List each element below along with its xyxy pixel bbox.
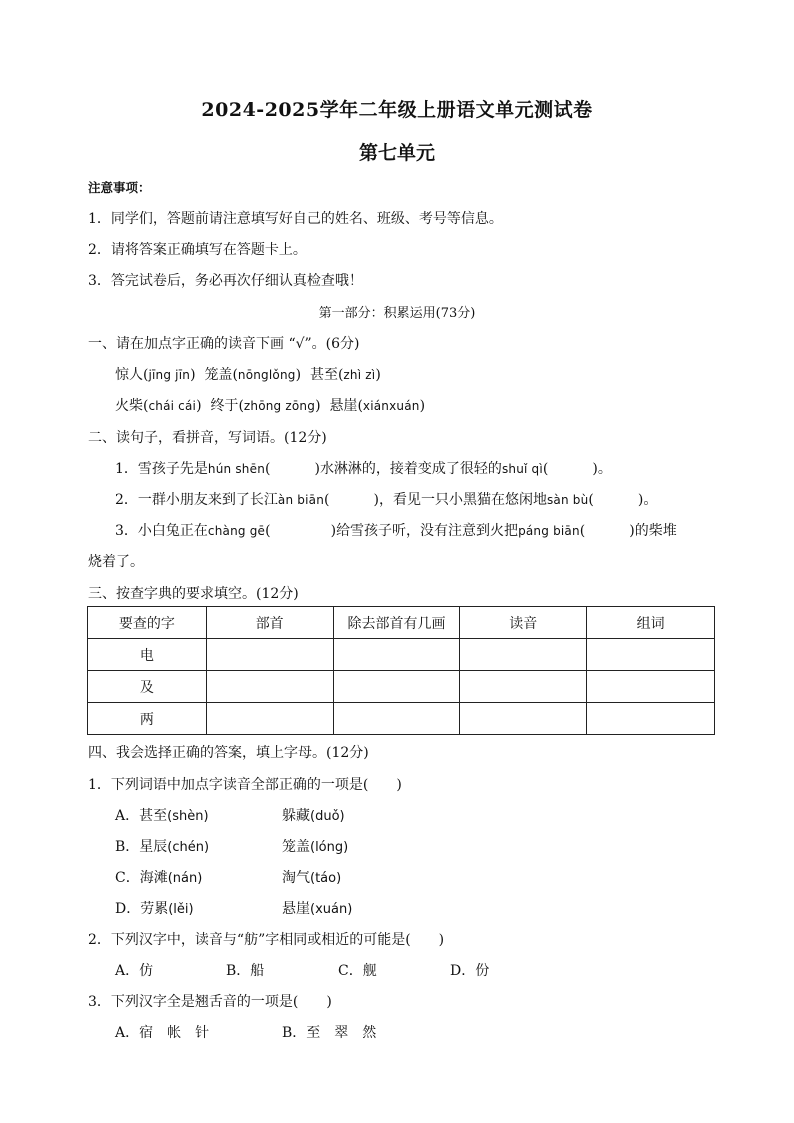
q2-pinyin: hún shēn (207, 462, 265, 476)
table-cell-blank[interactable] (333, 671, 460, 703)
table-header: 部首 (206, 607, 333, 639)
option-label: B． (115, 839, 140, 855)
option-word: 星辰 (139, 839, 168, 855)
table-char: 及 (88, 671, 207, 703)
q1-word: 甚至 (309, 367, 338, 383)
q1-pinyin-choice[interactable]: zhì zì (343, 368, 376, 382)
unit-subtitle: 第七单元 (358, 142, 435, 164)
option-word: 躲藏 (282, 808, 310, 824)
option-label: C． (115, 870, 140, 886)
q2-sentence-1: 1．雪孩子先是hún shēn( )水淋淋的，接着变成了很轻的shuǐ qì( )。 (115, 461, 612, 477)
q1-pinyin-choice[interactable]: nōnglǒng (237, 368, 296, 382)
q2-text: 1．雪孩子先是 (115, 461, 208, 477)
q2-text: 水淋淋的，接着变成了很轻的 (319, 461, 502, 477)
option-label: A． (115, 808, 140, 824)
q2-text: 给雪孩子听，没有注意到火把 (336, 523, 519, 539)
q4-1-option-a-second (282, 805, 345, 825)
q4-1-stem: 1．下列词语中加点字读音全部正确的一项是( ) (88, 777, 402, 793)
q4-2-option-b[interactable]: B．船 (226, 963, 265, 979)
q1-word: 悬崖 (329, 398, 358, 414)
q4-2-stem: 2．下列汉字中，读音与“舫”字相同或相近的可能是( ) (88, 932, 445, 948)
q2-pinyin: àn biān (277, 493, 325, 507)
q1-word: 笼盖 (204, 367, 233, 383)
option-word: 海滩 (139, 870, 168, 886)
q1-pinyin-choice[interactable]: zhōng zōng (243, 399, 316, 413)
q1-word: 终于 (210, 398, 239, 414)
table-cell-blank[interactable] (460, 703, 587, 735)
q2-text: ，看见一只小黑猫在悠闲地 (378, 492, 547, 508)
q4-2-option-c[interactable]: C．舰 (338, 963, 377, 979)
q4-3-option-b[interactable]: B．至 翠 然 (282, 1025, 377, 1041)
q2-text: 。 (597, 461, 612, 477)
dictionary-table (87, 606, 715, 735)
option-pinyin: (lěi) (168, 902, 194, 917)
option-pinyin: (táo) (310, 871, 342, 886)
q4-3-stem: 3．下列汉字全是翘舌音的一项是( ) (88, 994, 332, 1010)
q2-title: 二、读句子，看拼音，写词语。(12分) (88, 430, 327, 446)
option-word: 悬崖 (282, 901, 310, 917)
q1-row-2: 火柴(chái cái) 终于(zhōng zōng) 悬崖(xiánxuán) (115, 398, 426, 414)
table-char: 电 (88, 639, 207, 671)
q4-1-option-c-second (282, 867, 341, 887)
part1-title: 第一部分：积累运用(73分) (318, 306, 476, 321)
option-word: 淘气 (282, 870, 310, 886)
notice-heading: 注意事项： (88, 180, 151, 195)
q3-title: 三、按查字典的要求填空。(12分) (88, 586, 299, 602)
notice-item-3: 3．答完试卷后，务必再次仔细认真检查哦！ (88, 273, 363, 289)
q1-word: 火柴 (115, 398, 143, 414)
q4-1-option-c[interactable] (115, 867, 202, 887)
option-pinyin: (lóng) (310, 840, 349, 855)
table-row (88, 639, 715, 671)
q2-pinyin: páng biān (518, 524, 580, 538)
q4-title: 四、我会选择正确的答案，填上字母。(12分) (88, 745, 369, 761)
page-title: 2024-2025学年二年级上册语文单元测试卷 (201, 99, 593, 121)
q2-sentence-3-cont: 烧着了。 (88, 554, 144, 570)
option-pinyin: (nán) (167, 871, 203, 886)
q2-pinyin: shuǐ qì (501, 462, 543, 476)
q4-2-option-d[interactable]: D．份 (450, 963, 490, 979)
option-label: D． (115, 901, 141, 917)
q1-pinyin-choice[interactable]: chái cái (148, 399, 197, 413)
table-header: 除去部首有几画 (333, 607, 460, 639)
table-cell-blank[interactable] (333, 639, 460, 671)
table-cell-blank[interactable] (333, 703, 460, 735)
notice-item-1: 1．同学们，答题前请注意填写好自己的姓名、班级、考号等信息。 (88, 211, 503, 227)
option-word: 笼盖 (282, 839, 310, 855)
table-header-row (88, 607, 715, 639)
table-cell-blank[interactable] (460, 671, 587, 703)
option-pinyin: (duǒ) (310, 809, 345, 824)
q2-text: 2．一群小朋友来到了长江 (115, 492, 278, 508)
table-header: 组词 (587, 607, 715, 639)
q1-word: 惊人 (115, 367, 143, 383)
q4-1-option-d[interactable] (115, 898, 194, 918)
table-row (88, 671, 715, 703)
q4-1-option-d-second (282, 898, 352, 918)
option-word: 甚至 (139, 808, 168, 824)
table-cell-blank[interactable] (587, 639, 715, 671)
table-char: 两 (88, 703, 207, 735)
q4-1-option-a[interactable] (115, 805, 209, 825)
table-cell-blank[interactable] (206, 703, 333, 735)
table-cell-blank[interactable] (206, 671, 333, 703)
table-header: 要查的字 (88, 607, 207, 639)
q1-pinyin-choice[interactable]: xiánxuán (362, 399, 420, 413)
table-cell-blank[interactable] (587, 703, 715, 735)
q2-sentence-3: 3．小白兔正在chàng gē( )给雪孩子听，没有注意到火把páng biān( )的柴堆 (115, 523, 677, 539)
table-cell-blank[interactable] (587, 671, 715, 703)
q2-text: 。 (643, 492, 658, 508)
notice-item-2: 2．请将答案正确填写在答题卡上。 (88, 242, 307, 258)
q2-pinyin: chàng gē (207, 524, 266, 538)
q1-row-1: 惊人(jīng jīn) 笼盖(nōnglǒng) 甚至(zhì zì) (115, 367, 381, 383)
table-row (88, 703, 715, 735)
table-cell-blank[interactable] (460, 639, 587, 671)
option-pinyin: (shèn) (167, 809, 209, 824)
q1-title: 一、请在加点字正确的读音下画 “√”。(6分) (88, 336, 360, 352)
q4-3-option-a[interactable]: A．宿 帐 针 (115, 1025, 210, 1041)
option-pinyin: (xuán) (310, 902, 353, 917)
q4-1-option-b-second (282, 836, 348, 856)
table-cell-blank[interactable] (206, 639, 333, 671)
q2-text: 的柴堆 (634, 523, 677, 539)
q1-pinyin-choice[interactable]: jīng jīn (148, 368, 191, 382)
table-header: 读音 (460, 607, 587, 639)
q2-sentence-2: 2．一群小朋友来到了长江àn biān( )，看见一只小黑猫在悠闲地sàn bù( )。 (115, 492, 658, 508)
q4-1-option-b[interactable] (115, 836, 209, 856)
option-word: 劳累 (140, 901, 169, 917)
q4-2-option-a[interactable]: A．仿 (115, 963, 154, 979)
q2-text: 3．小白兔正在 (115, 523, 208, 539)
option-pinyin: (chén) (167, 840, 210, 855)
q2-pinyin: sàn bù (546, 493, 589, 507)
